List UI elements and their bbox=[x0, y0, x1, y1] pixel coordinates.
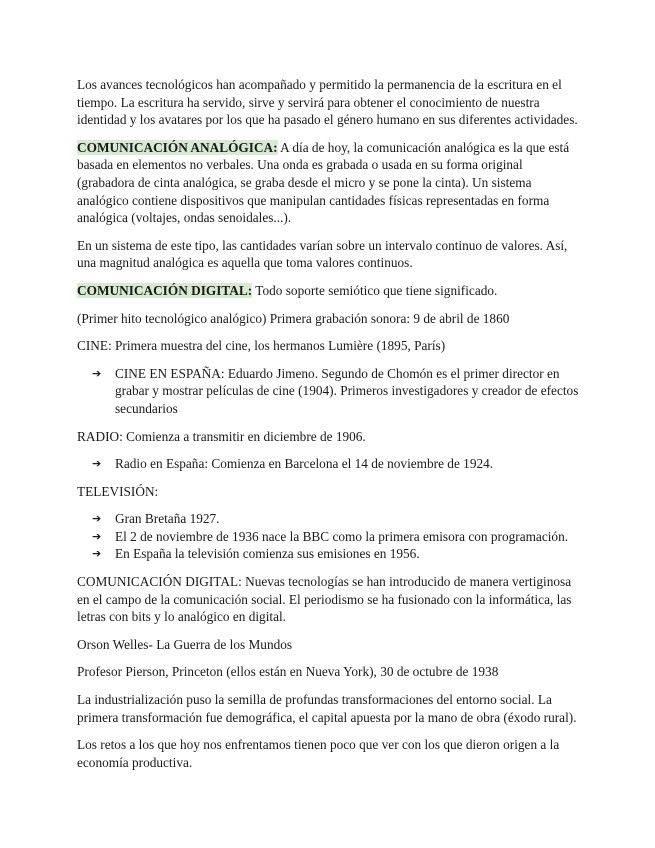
list-item bbox=[92, 510, 583, 528]
analog-text: A día de hoy, la comunicación analógica es la que está basada en elementos no verbales. Una onda es grabada o usada en su forma original (grabadora de cinta analógica, se graba desde el micro y se pone la cinta). Un sistema analógico contiene dispositivos que manipulan cantidades físicas representadas en forma analógica (voltajes, ondas senoidales...). bbox=[77, 139, 570, 226]
arrow-icon: ➔ bbox=[92, 457, 102, 471]
digital-paragraph bbox=[77, 282, 583, 300]
cine-paragraph: CINE: Primera muestra del cine, los hermanos Lumière (1895, París) bbox=[77, 338, 446, 354]
list-item-text: En España la televisión comienza sus emisiones en 1956. bbox=[115, 546, 420, 562]
analog-heading: COMUNICACIÓN ANALÓGICA: bbox=[77, 139, 278, 155]
intro-paragraph: Los avances tecnológicos han acompañado y permitido la permanencia de la escritura en el tiempo. La escritura ha servido, sirve y servirá para obtener el conocimiento de nuestra identidad y los avatares por los que ha pasado el género humano en sus diferentes actividades. bbox=[77, 77, 578, 128]
arrow-icon: ➔ bbox=[92, 366, 102, 380]
analog-system-paragraph: En un sistema de este tipo, las cantidades varían sobre un intervalo continuo de valores. Así, una magnitud analógica es aquella que toma valores continuos. bbox=[77, 237, 568, 271]
digital-comm-paragraph: COMUNICACIÓN DIGITAL: Nuevas tecnologías se han introducido de manera vertiginosa en el campo de la comunicación social. El periodismo se ha fusionado con la informática, las letras con bits y lo analógico en digital. bbox=[77, 574, 572, 625]
list-item-text: Radio en España: Comienza en Barcelona el 14 de noviembre de 1924. bbox=[115, 456, 494, 472]
list-item-text: El 2 de noviembre de 1936 nace la BBC como la primera emisora con programación. bbox=[115, 528, 569, 544]
orson-paragraph: Orson Welles- La Guerra de los Mundos bbox=[77, 636, 293, 652]
tv-list bbox=[77, 510, 583, 563]
cine-list bbox=[77, 365, 583, 418]
arrow-icon: ➔ bbox=[92, 529, 102, 543]
list-item bbox=[92, 455, 583, 473]
arrow-icon: ➔ bbox=[92, 547, 102, 561]
analog-paragraph bbox=[77, 139, 583, 227]
list-item bbox=[92, 528, 583, 546]
digital-text: Todo soporte semiótico que tiene significado. bbox=[252, 282, 498, 298]
radio-list bbox=[77, 455, 583, 473]
pierson-paragraph: Profesor Pierson, Princeton (ellos están en Nueva York), 30 de octubre de 1938 bbox=[77, 664, 499, 680]
digital-heading: COMUNICACIÓN DIGITAL: bbox=[77, 282, 253, 298]
retos-paragraph: Los retos a los que hoy nos enfrentamos tienen poco que ver con los que dieron origen a la economía productiva. bbox=[77, 737, 560, 770]
tv-paragraph: TELEVISIÓN: bbox=[77, 483, 159, 499]
arrow-icon: ➔ bbox=[92, 512, 102, 526]
list-item bbox=[92, 545, 583, 563]
list-item-text: Gran Bretaña 1927. bbox=[115, 511, 220, 527]
industrial-paragraph: La industrialización puso la semilla de profundas transformaciones del entorno social. La primera transformación fue demográfica, el capital apuesta por la mano de obra (éxodo rural). bbox=[77, 692, 577, 725]
list-item bbox=[92, 365, 583, 418]
first-milestone-paragraph: (Primer hito tecnológico analógico) Primera grabación sonora: 9 de abril de 1860 bbox=[77, 310, 510, 326]
list-item-text: CINE EN ESPAÑA: Eduardo Jimeno. Segundo de Chomón es el primer director en grabar y mostrar películas de cine (1904). Primeros investigadores y creador de efectos secundarios bbox=[115, 365, 579, 416]
radio-paragraph: RADIO: Comienza a transmitir en diciembre de 1906. bbox=[77, 428, 366, 444]
